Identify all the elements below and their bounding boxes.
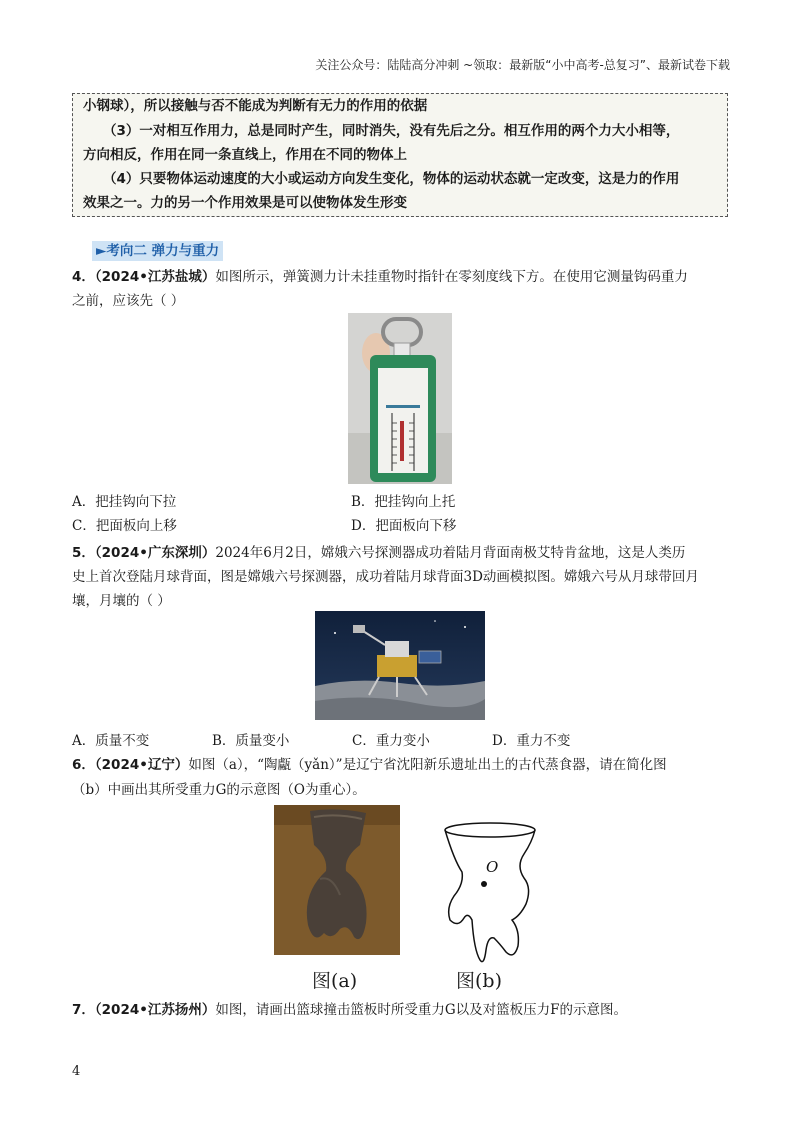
q5-line-2: 史上首次登陆月球背面，图是嫦娥六号探测器，成功着陆月球背面3D动画模拟图。嫦娥六号从月球带回月 — [72, 569, 699, 585]
q5-line-1 — [72, 543, 685, 563]
q5-option-c: C．重力变小 — [352, 733, 430, 749]
q7-number: 7． — [72, 1002, 95, 1018]
summary-line-5: 效果之一。力的另一个作用效果是可以使物体发生形变 — [83, 195, 407, 211]
q5-option-a: A．质量不变 — [72, 733, 150, 749]
figure-b-caption: 图(b) — [456, 970, 502, 992]
q4-line-2: 之前，应该先（ ） — [72, 293, 185, 309]
q4-line-1 — [72, 267, 688, 287]
q5-option-d: D．重力不变 — [492, 733, 571, 749]
q4-number: 4． — [72, 269, 95, 285]
pottery-diagram — [440, 820, 540, 966]
pottery-photo — [274, 805, 400, 955]
q4-text-1: 如图所示，弹簧测力计未挂重物时指针在零刻度线下方。在使用它测量钩码重力 — [215, 269, 688, 285]
q5-line-3: 壤，月壤的（ ） — [72, 593, 171, 609]
q4-option-a: A．把挂钩向下拉 — [72, 494, 177, 510]
q7-source: （2024•江苏扬州） — [94, 1002, 216, 1018]
summary-box — [72, 93, 728, 217]
q6-line-1 — [72, 755, 667, 775]
spring-scale-photo — [348, 313, 452, 484]
center-of-gravity-label: O — [486, 858, 499, 876]
q5-source: （2024•广东深圳） — [94, 545, 216, 561]
summary-line-4: （4）只要物体运动速度的大小或运动方向发生变化，物体的运动状态就一定改变，这是力的作用 — [103, 171, 680, 187]
q6-source: （2024•辽宁） — [94, 757, 189, 773]
q4-option-c: C．把面板向上移 — [72, 518, 177, 534]
q6-number: 6． — [72, 757, 95, 773]
q6-line-2: （b）中画出其所受重力G的示意图（O为重心）。 — [72, 782, 366, 798]
section-heading: ►考向二 弹力与重力 — [92, 241, 223, 261]
q7-text-1: 如图，请画出篮球撞击篮板时所受重力G以及对篮板压力F的示意图。 — [215, 1002, 628, 1018]
page-number: 4 — [72, 1064, 81, 1079]
q4-option-b: B．把挂钩向上托 — [351, 494, 456, 510]
summary-line-2: （3）一对相互作用力，总是同时产生，同时消失，没有先后之分。相互作用的两个力大小相等， — [103, 123, 680, 139]
figure-a-caption: 图(a) — [312, 970, 358, 992]
q5-number: 5． — [72, 545, 95, 561]
q6-text-1: 如图（a），“陶甗（yǎn）”是辽宁省沈阳新乐遗址出土的古代蒸食器，请在简化图 — [188, 757, 667, 773]
lunar-probe-photo — [315, 611, 485, 720]
q5-option-b: B．质量变小 — [212, 733, 290, 749]
q5-text-1: 2024年6月2日，嫦娥六号探测器成功着陆月背面南极艾特肯盆地，这是人类历 — [215, 545, 686, 561]
q7-line-1 — [72, 1000, 627, 1020]
q4-source: （2024•江苏盐城） — [94, 269, 216, 285]
summary-line-1: 小钢球），所以接触与否不能成为判断有无力的作用的依据 — [83, 98, 428, 114]
summary-line-3: 方向相反，作用在同一条直线上，作用在不同的物体上 — [83, 147, 407, 163]
page-header: 关注公众号：陆陆高分冲刺 ~领取：最新版“小中高考-总复习”、最新试卷下载 — [315, 58, 730, 72]
q4-option-d: D．把面板向下移 — [351, 518, 457, 534]
